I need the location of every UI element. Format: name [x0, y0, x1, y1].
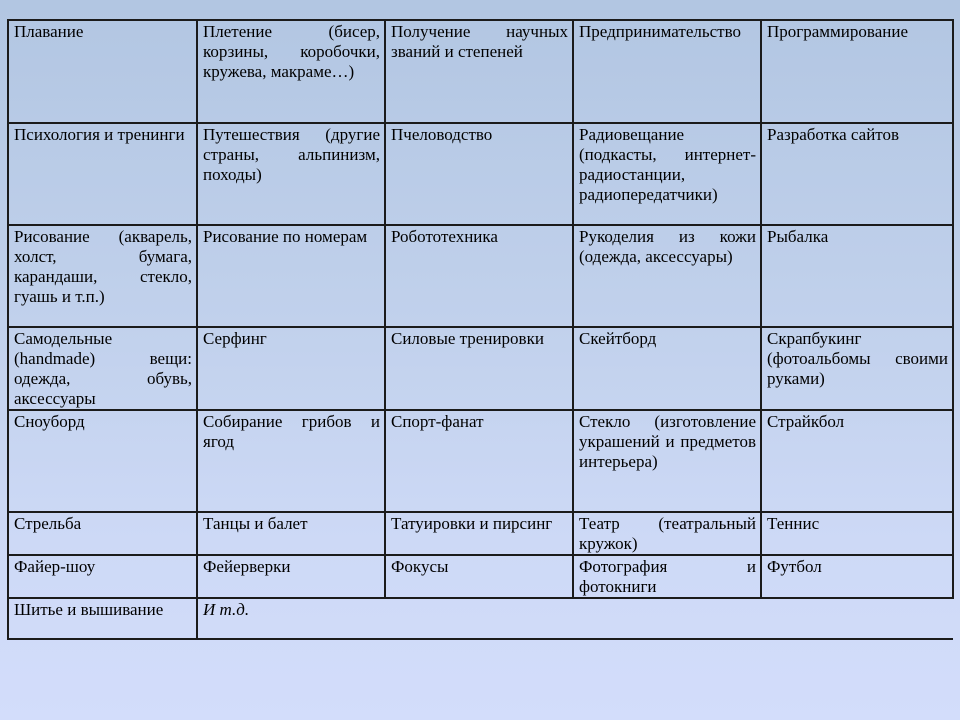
table-cell: Программирование	[761, 20, 953, 123]
table-cell: Спорт-фанат	[385, 410, 573, 512]
table-cell: Путешествия (другие страны, альпинизм, походы)	[197, 123, 385, 225]
table-cell: Предпринимательство	[573, 20, 761, 123]
table-cell: Сноуборд	[8, 410, 197, 512]
table-cell: Танцы и балет	[197, 512, 385, 555]
table-cell: Робототехника	[385, 225, 573, 327]
etc-cell: И т.д.	[197, 598, 953, 639]
table-cell: Рисование по номерам	[197, 225, 385, 327]
table-cell: Плавание	[8, 20, 197, 123]
table-cell: Самодельные (handmade) вещи: одежда, обувь, аксессуары	[8, 327, 197, 410]
table-cell: Рукоделия из кожи (одежда, аксессуары)	[573, 225, 761, 327]
table-cell: Стрельба	[8, 512, 197, 555]
table-row	[8, 555, 953, 598]
table-cell: Плетение (бисер, корзины, коробочки, кружева, макраме…)	[197, 20, 385, 123]
table-cell: Шитье и вышивание	[8, 598, 197, 639]
table-cell: Стекло (изготовление украшений и предметов интерьера)	[573, 410, 761, 512]
table-cell: Силовые тренировки	[385, 327, 573, 410]
table-cell: Пчеловодство	[385, 123, 573, 225]
table-cell: Серфинг	[197, 327, 385, 410]
table-row	[8, 327, 953, 410]
table-cell: Теннис	[761, 512, 953, 555]
table-cell: Страйкбол	[761, 410, 953, 512]
table-row	[8, 225, 953, 327]
hobbies-table	[7, 19, 954, 640]
table-cell: Разработка сайтов	[761, 123, 953, 225]
table-cell: Фокусы	[385, 555, 573, 598]
table-row	[8, 20, 953, 123]
table-row	[8, 512, 953, 555]
table-cell: Получение научных званий и степеней	[385, 20, 573, 123]
table-cell: Собирание грибов и ягод	[197, 410, 385, 512]
table-row	[8, 598, 953, 639]
table-cell: Скрапбукинг (фотоальбомы своими руками)	[761, 327, 953, 410]
table-cell: Рисование (акварель, холст, бумага, карандаши, стекло, гуашь и т.п.)	[8, 225, 197, 327]
table-cell: Фотография и фотокниги	[573, 555, 761, 598]
table-cell: Радиовещание (подкасты, интернет-радиостанции, радиопередатчики)	[573, 123, 761, 225]
table-cell: Файер-шоу	[8, 555, 197, 598]
table-cell: Психология и тренинги	[8, 123, 197, 225]
table-cell: Фейерверки	[197, 555, 385, 598]
table-cell: Театр (театральный кружок)	[573, 512, 761, 555]
table-cell: Рыбалка	[761, 225, 953, 327]
table-row	[8, 410, 953, 512]
table-cell: Футбол	[761, 555, 953, 598]
table-row	[8, 123, 953, 225]
table-cell: Скейтборд	[573, 327, 761, 410]
table-cell: Татуировки и пирсинг	[385, 512, 573, 555]
